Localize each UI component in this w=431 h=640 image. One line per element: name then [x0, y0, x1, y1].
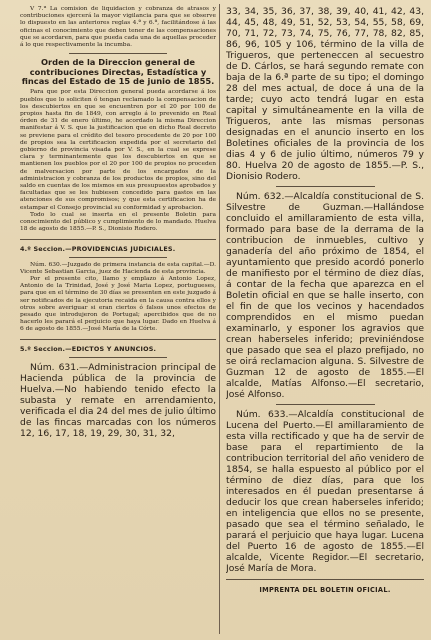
- divider: [226, 579, 424, 580]
- notice-633-body: Núm. 633.—Alcaldía constitucional de Lucena del Puerto.—El amillaramiento de esta villa rectificado y que ha de servir de base para el repartimiento de la contribucion territorial del año venidero de 1854, se halla espuesto al público por el término de diez días, para que los interesados en él puedan presentarse á deducir los que crean haberseles inferido; en inteligencia que ellos no se presente, pasado que sea el término señalado, le parará el perjuicio que haya lugar. Lucena del Puerto 16 de agosto de 1855.—El alcalde, Vicente Regidor.—El secretario, José María de Mora.: [226, 409, 424, 574]
- section-edicts-title: 5.º Seccion.—EDICTOS Y ANUNCIOS.: [20, 344, 157, 353]
- printer-imprint: IMPRENTA DEL BOLETIN OFICIAL.: [259, 586, 391, 594]
- left-column: [20, 6, 216, 636]
- notice-631-continuation: 33, 34, 35, 36, 37, 38, 39, 40, 41, 42, 43, 44, 45, 48, 49, 51, 52, 53, 54, 55, 58, 69, 70, 71, 72, 73, 74, 75, 76, 77, 78, 82, 85, 86, 96, 105 y 106, término de la villa de Trigueros, que perteneccen al secuestro de D. Cárlos, se hará segundo remate con baja de la 6.ª parte de su tipo; el domingo 28 del mes actual, de doce á una de la tarde; cuyo acto tendrá lugar en esta capital y simultáneamente en la villa de Trigueros, ante las mismas personas designadas en el anuncio inserto en los Boletines oficiales de la provincia de los dias 4 y 6 de julio último, números 79 y 80. Huelva 20 de agosto de 1855.—P. S., Dionisio Rodero.: [226, 6, 424, 182]
- notice-630-header: Núm. 630.—Juzgado de primera instancia de esta capital.—D. Vicente Sebastian Garcia, juez de Hacienda de esta provincia.: [20, 261, 216, 275]
- order-body-paragraph: Para que por esta Direccion general pueda acordarse á los pueblos que lo soliciten ó tengan reclamado la compensacion de los descubiertos en que se encuentren por el 20 por 100 de propios hasta fin de 1849, con arreglo á lo prevenido en Real órden de 31 de enero último, he acordado la misma Direccion manifestar á V. S. que la justificacion que en dicho Real decreto se previene para el crédito del tesoro procedente de 20 por 100 de propios sea la certificacion expedida por el secretario del gobierno de provincia visada por V. S., en la cual se exprese clara y terminantemente que los descubiertos en que se mantienen los pueblos por el 20 por 100 de propios no proceden de malversacion por parte de los encargados de la administracion y cobranza de los productos de propios, sino del saldo en cuentas de los mismos en sus presupuestos aprobados y facultadas que se les hubiesen concedido para gastos en las atenciones de sus compromisos; y que esta certificacion ha de estampar el Consejo provincial su conformidad y aprobacion.: [20, 89, 216, 211]
- rule-seven-paragraph: V 7.ª La comision de liquidacion y cobranza de atrasos y contribuciones ejercerá la mayor vigilancia para que se observe lo dispuesto en las anteriores reglas 4.ª y 6.ª, facilitándose á las oficinas el conocimiento que deben tener de las compensaciones que se acordaren, para que pueda cada una de aquellas proceder á lo que respectivamente la incumba.: [20, 6, 216, 49]
- order-closing-paragraph: Todo lo cual se inserta en el presente Boletin para conocimiento del público y cumplimiento de lo mandado. Huelva 18 de agosto de 1855.—P. S., Dionisio Rodero.: [20, 211, 216, 233]
- notice-631-body: Núm. 631.—Administracion principal de Hacienda pública de la provincia de Huelva.—No habiendo tenido efecto la subasta y remate en arrendamiento, verificada el dia 24 del mes de julio último de las fincas marcadas con los números 12, 16, 17, 18, 19, 29, 30, 31, 32,: [20, 361, 216, 439]
- right-column: [226, 6, 424, 636]
- divider: [69, 357, 167, 358]
- divider: [276, 404, 375, 405]
- order-heading: Orden de la Direccion general de contribuciones Directas, Estadística y fincas del Estado de 15 de junio de 1855.: [21, 57, 215, 87]
- divider: [276, 186, 375, 187]
- divider: [20, 339, 216, 340]
- column-divider: [219, 4, 220, 634]
- notice-632-body: Núm. 632.—Alcaldía constitucional de S. Silvestre de Guzman.—Hallándose concluido el amillaramiento de esta villa, formado para base de la derrama de la contribucion de inmuebles, cultivo y ganadería del año próximo de 1854, el ayuntamiento que presido acordó ponerlo de manifiesto por el término de diez días, á contar de la fecha que aparezca en el Boletin oficial en que se halle inserto, con el fin de que los vecinos y hacendados comprendidos en el mismo puedan examinarlo, y esponer los agravios que crean haberseles inferido; previniéndose que pasado que sea el plazo prefijado, no se oirá reclamacion alguna. S. Silvestre de Guzman 12 de agosto de 1855.—El alcalde, Matías Alfonso.—El secretario, José Alfonso.: [226, 191, 424, 400]
- notice-630-body: Por el presente cito, llamo y emplazo á Antonio Lopez, Antonio de la Trinidad, José y José Maria Lopez, portugueses, para que en el término de 30 días se presenten en este juzgado á ser notificados de la ejecutoria recaida en la causa contra ellos y otros sobre averiguar si eran ciertos ó falsos unos efectos de pesado que introdujeron de Portugal; apercibidos que de no hacerlo les parará el perjuicio que haya lugar. Dado en Huelva á 6 de agosto de 1855.—José María de la Córte.: [20, 275, 216, 333]
- divider: [20, 239, 216, 240]
- section-judicial-title: 4.º Seccion.—PROVIDENCIAS JUDICIALES.: [20, 244, 176, 253]
- divider: [69, 257, 167, 258]
- divider: [69, 53, 167, 54]
